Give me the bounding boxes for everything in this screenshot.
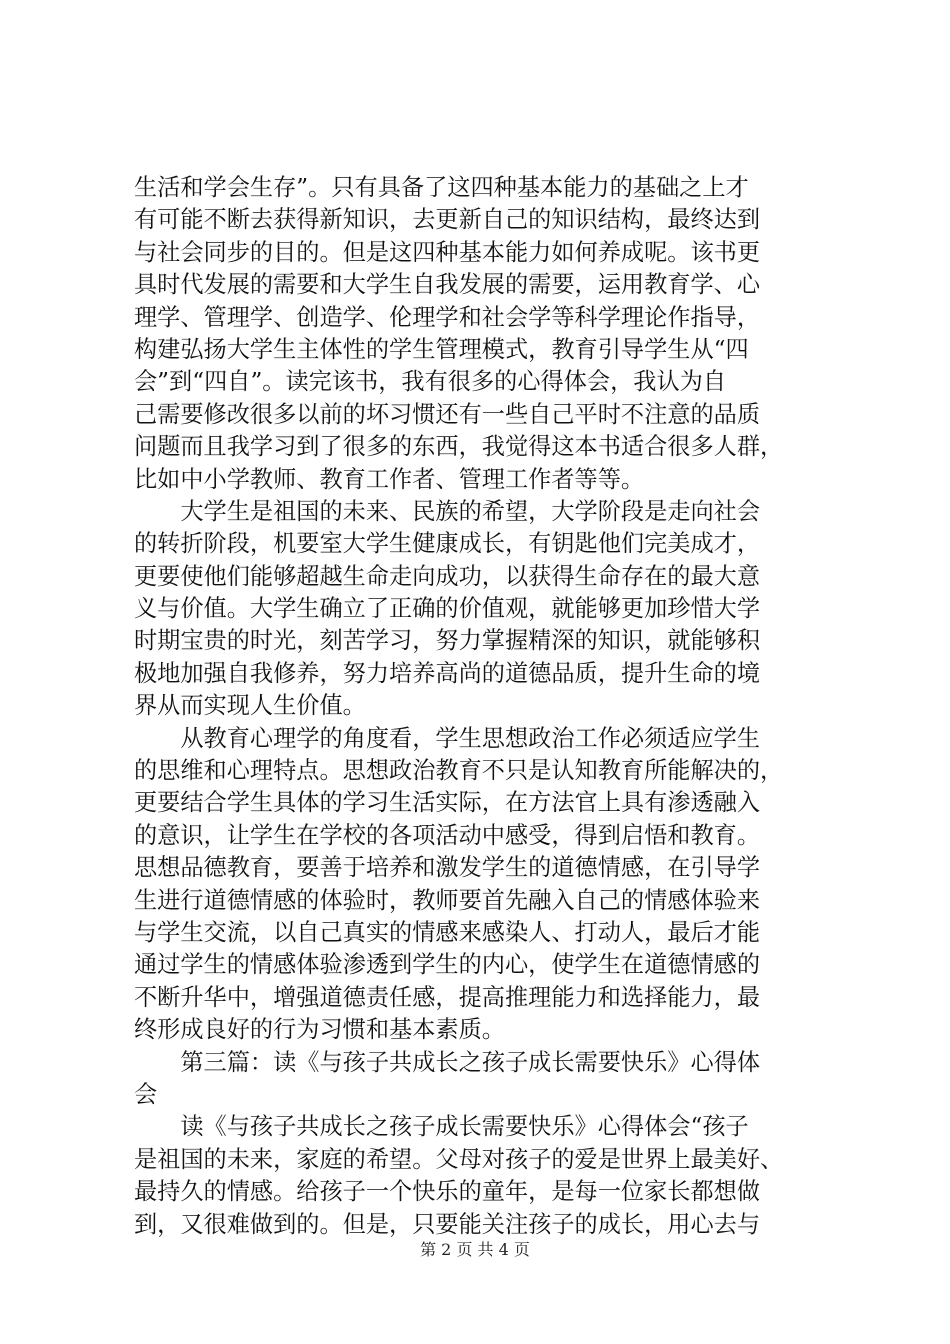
text-line: 的转折阶段，机要室大学生健康成长，有钥匙他们完美成才，	[134, 530, 761, 558]
text-line: 最持久的情感。给孩子一个快乐的童年，是每一位家长都想做	[134, 1178, 761, 1206]
paragraph	[134, 1111, 834, 1241]
text-line: 是祖国的未来，家庭的希望。父母对孩子的爱是世界上最美好、	[134, 1145, 784, 1173]
text-line: 会	[134, 1080, 158, 1108]
text-line: 第三篇：读《与孩子共成长之孩子成长需要快乐》心得体	[134, 1048, 761, 1076]
text-line: 不断升华中，增强道德责任感，提高推理能力和选择能力，最	[134, 983, 761, 1011]
text-line: 问题而且我学习到了很多的东西，我觉得这本书适合很多人群，	[134, 433, 784, 461]
text-line: 终形成良好的行为习惯和基本素质。	[134, 1016, 505, 1044]
page-number: 第 2 页 共 4 页	[420, 1240, 530, 1259]
paragraph	[134, 723, 834, 1047]
text-line: 的意识，让学生在学校的各项活动中感受，得到启悟和教育。	[134, 821, 761, 849]
text-line: 义与价值。大学生确立了正确的价值观，就能够更加珍惜大学	[134, 595, 761, 623]
text-line: 与社会同步的目的。但是这四种基本能力如何养成呢。该书更	[134, 238, 761, 266]
paragraph	[134, 496, 834, 723]
text-line: 更要结合学生具体的学习生活实际，在方法官上具有渗透融入	[134, 789, 761, 817]
text-line: 到，又很难做到的。但是，只要能关注孩子的成长，用心去与	[134, 1210, 761, 1238]
text-line: 会”到“四自”。读完该书，我有很多的心得体会，我认为自	[134, 368, 727, 396]
text-line: 时期宝贵的时光，刻苦学习，努力掌握精深的知识，就能够积	[134, 627, 761, 655]
text-line: 具时代发展的需要和大学生自我发展的需要，运用教育学、心	[134, 271, 761, 299]
text-line: 理学、管理学、创造学、伦理学和社会学等科学理论作指导，	[134, 303, 761, 331]
text-line: 构建弘扬大学生主体性的学生管理模式，教育引导学生从“四	[134, 335, 749, 363]
text-line: 己需要修改很多以前的坏习惯还有一些自己平时不注意的品质	[134, 400, 761, 428]
text-line: 从教育心理学的角度看，学生思想政治工作必须适应学生	[134, 724, 761, 752]
text-line: 通过学生的情感体验渗透到学生的内心，使学生在道德情感的	[134, 951, 761, 979]
page-footer	[0, 1240, 950, 1260]
paragraph	[134, 172, 834, 496]
text-line: 生活和学会生存”。只有具备了这四种基本能力的基础之上才	[134, 174, 749, 201]
text-line: 读《与孩子共成长之孩子成长需要快乐》心得体会“孩子	[134, 1113, 749, 1141]
body-text	[134, 172, 834, 1241]
text-line: 的思维和心理特点。思想政治教育不只是认知教育所能解决的，	[134, 757, 784, 785]
text-line: 界从而实现人生价值。	[134, 692, 366, 720]
text-line: 与学生交流，以自己真实的情感来感染人、打动人，最后才能	[134, 918, 761, 946]
text-line: 极地加强自我修养，努力培养高尚的道德品质，提升生命的境	[134, 659, 761, 687]
text-line: 比如中小学教师、教育工作者、管理工作者等等。	[134, 465, 645, 493]
text-line: 有可能不断去获得新知识，去更新自己的知识结构，最终达到	[134, 206, 761, 234]
text-line: 生进行道德情感的体验时，教师要首先融入自己的情感体验来	[134, 886, 761, 914]
text-line: 更要使他们能够超越生命走向成功，以获得生命存在的最大意	[134, 562, 761, 590]
text-line: 思想品德教育，要善于培养和激发学生的道德情感，在引导学	[134, 854, 761, 882]
text-line: 大学生是祖国的未来、民族的希望，大学阶段是走向社会	[134, 497, 761, 525]
section-heading	[134, 1047, 834, 1112]
